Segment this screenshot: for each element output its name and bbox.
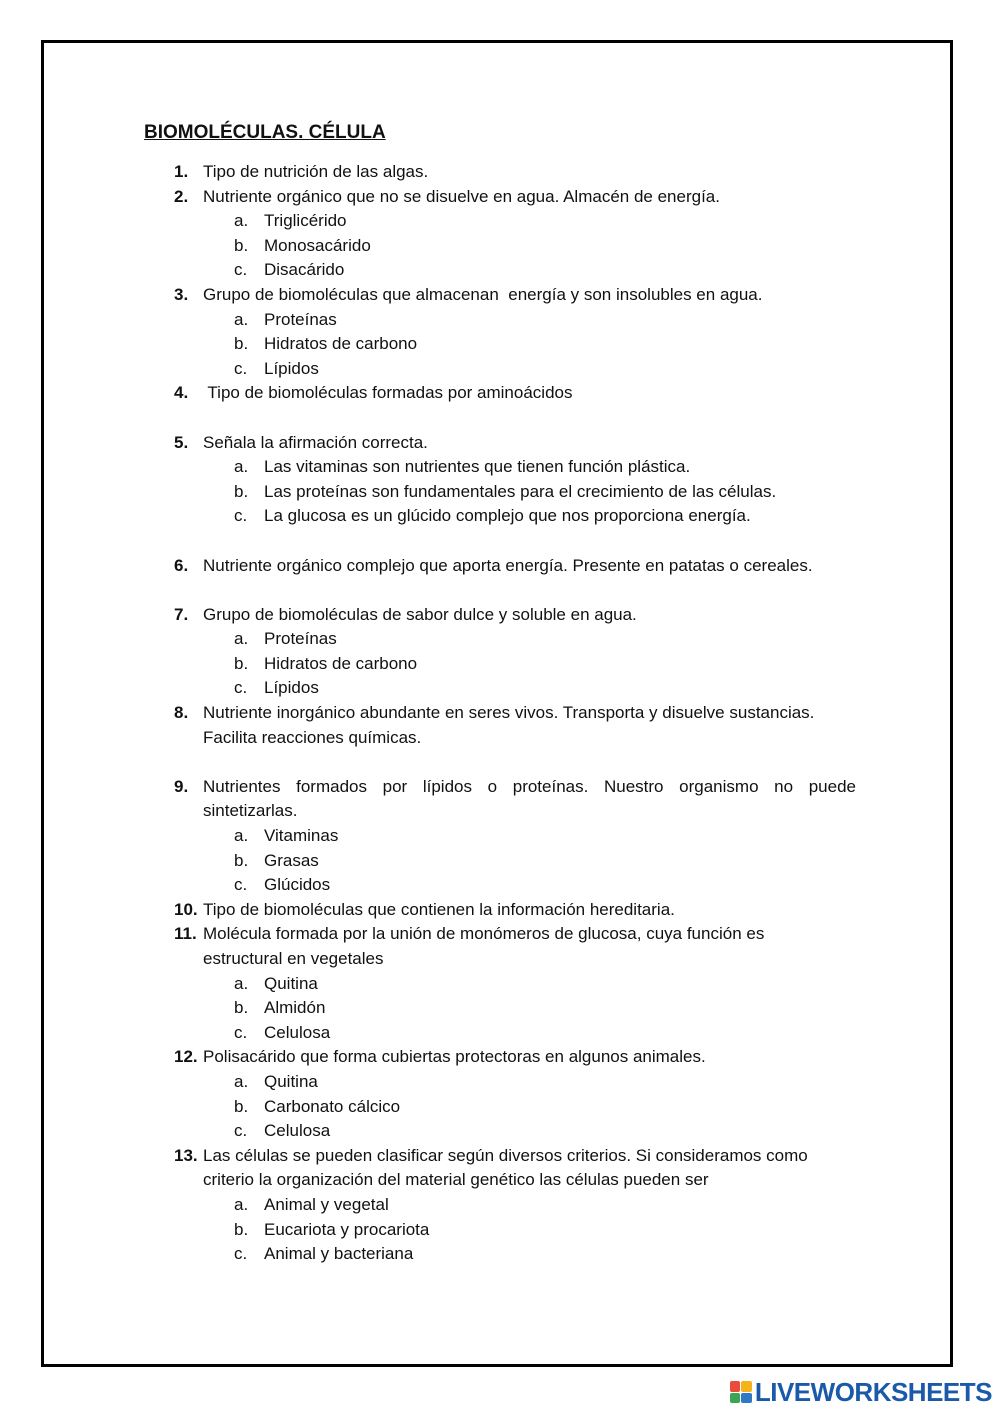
option-letter: a. bbox=[234, 457, 249, 477]
question-12 bbox=[144, 1045, 856, 1070]
option-b[interactable] bbox=[144, 849, 856, 874]
question-13 bbox=[144, 1144, 856, 1193]
option-letter: c. bbox=[234, 506, 248, 526]
question-7 bbox=[144, 603, 856, 628]
question-text: Grupo de biomoléculas de sabor dulce y soluble en agua. bbox=[203, 604, 637, 624]
brand-name: LIVEWORKSHEETS bbox=[754, 1376, 992, 1407]
liveworksheets-logo-icon bbox=[730, 1381, 752, 1403]
option-text: Hidratos de carbono bbox=[264, 653, 418, 673]
question-text: Señala la afirmación correcta. bbox=[203, 432, 428, 452]
question-number: 12. bbox=[174, 1047, 198, 1067]
option-a[interactable] bbox=[144, 209, 856, 234]
question-number: 10. bbox=[174, 899, 198, 919]
option-letter: b. bbox=[234, 481, 249, 501]
question-2 bbox=[144, 185, 856, 210]
question-number: 4. bbox=[174, 383, 189, 403]
question-number: 3. bbox=[174, 284, 189, 304]
options-list bbox=[144, 1070, 856, 1144]
options-list bbox=[144, 455, 856, 529]
option-text: Quitina bbox=[264, 1071, 318, 1091]
option-letter: b. bbox=[234, 998, 249, 1018]
question-3 bbox=[144, 283, 856, 308]
option-letter: c. bbox=[234, 260, 248, 280]
spacer bbox=[144, 578, 856, 603]
question-1 bbox=[144, 160, 856, 185]
option-a[interactable] bbox=[144, 972, 856, 997]
question-number: 13. bbox=[174, 1145, 198, 1165]
question-number: 2. bbox=[174, 186, 189, 206]
question-10 bbox=[144, 898, 856, 923]
option-letter: a. bbox=[234, 629, 249, 649]
question-9 bbox=[144, 775, 856, 824]
option-b[interactable] bbox=[144, 234, 856, 259]
option-text: Hidratos de carbono bbox=[264, 334, 418, 354]
option-b[interactable] bbox=[144, 480, 856, 505]
spacer bbox=[144, 750, 856, 775]
option-text: La glucosa es un glúcido complejo que nos proporciona energía. bbox=[264, 506, 751, 526]
question-text: Nutrientes formados por lípidos o proteínas. Nuestro organismo no puede sintetizarlas. bbox=[203, 776, 856, 821]
question-number: 1. bbox=[174, 162, 189, 181]
worksheet-content bbox=[144, 120, 856, 1267]
logo-square bbox=[730, 1381, 741, 1392]
option-letter: b. bbox=[234, 1096, 249, 1116]
option-a[interactable] bbox=[144, 824, 856, 849]
option-letter: a. bbox=[234, 1194, 249, 1214]
option-a[interactable] bbox=[144, 1193, 856, 1218]
question-text: Nutriente orgánico complejo que aporta energía. Presente en patatas o cereales. bbox=[203, 555, 813, 575]
option-letter: c. bbox=[234, 875, 248, 895]
question-text: Tipo de biomoléculas formadas por aminoácidos bbox=[203, 383, 573, 403]
option-text: Eucariota y procariota bbox=[264, 1219, 430, 1239]
question-number: 5. bbox=[174, 432, 189, 452]
options-list bbox=[144, 972, 856, 1046]
question-6 bbox=[144, 554, 856, 579]
question-8 bbox=[144, 701, 856, 750]
option-text: Disacárido bbox=[264, 260, 345, 280]
option-c[interactable] bbox=[144, 258, 856, 283]
logo-square bbox=[741, 1381, 752, 1392]
option-letter: c. bbox=[234, 1022, 248, 1042]
option-text: Animal y bacteriana bbox=[264, 1244, 414, 1264]
option-c[interactable] bbox=[144, 873, 856, 898]
option-letter: c. bbox=[234, 358, 248, 378]
option-a[interactable] bbox=[144, 455, 856, 480]
question-number: 9. bbox=[174, 776, 189, 796]
question-5 bbox=[144, 431, 856, 456]
option-a[interactable] bbox=[144, 308, 856, 333]
option-b[interactable] bbox=[144, 996, 856, 1021]
question-number: 7. bbox=[174, 604, 189, 624]
options-list bbox=[144, 627, 856, 701]
question-text: Tipo de biomoléculas que contienen la información hereditaria. bbox=[203, 899, 675, 919]
option-letter: a. bbox=[234, 973, 249, 993]
option-text: Animal y vegetal bbox=[264, 1194, 389, 1214]
option-text: Triglicérido bbox=[264, 211, 347, 231]
option-text: Vitaminas bbox=[264, 826, 339, 846]
option-text: Carbonato cálcico bbox=[264, 1096, 401, 1116]
question-text: Las células se pueden clasificar según diversos criterios. Si consideramos como criterio la organización del material genético las células pueden ser bbox=[203, 1145, 808, 1190]
spacer bbox=[144, 529, 856, 554]
liveworksheets-logo[interactable] bbox=[730, 1377, 992, 1407]
option-text: Almidón bbox=[264, 998, 326, 1018]
question-11 bbox=[144, 922, 856, 971]
question-text: Nutriente inorgánico abundante en seres vivos. Transporta y disuelve sustancias. Facilita reacciones químicas. bbox=[203, 703, 815, 747]
option-c[interactable] bbox=[144, 676, 856, 701]
option-letter: b. bbox=[234, 1219, 249, 1239]
question-text: Polisacárido que forma cubiertas protectoras en algunos animales. bbox=[203, 1047, 706, 1067]
option-c[interactable] bbox=[144, 1119, 856, 1144]
option-letter: a. bbox=[234, 211, 249, 231]
option-c[interactable] bbox=[144, 1021, 856, 1046]
question-text: Nutriente orgánico que no se disuelve en agua. Almacén de energía. bbox=[203, 186, 720, 206]
option-letter: c. bbox=[234, 1244, 248, 1264]
option-text: Celulosa bbox=[264, 1121, 331, 1141]
option-a[interactable] bbox=[144, 1070, 856, 1095]
option-text: Las vitaminas son nutrientes que tienen función plástica. bbox=[264, 457, 691, 477]
logo-square bbox=[730, 1393, 741, 1404]
question-text: Molécula formada por la unión de monómeros de glucosa, cuya función es estructural en vegetales bbox=[203, 924, 765, 968]
option-letter: b. bbox=[234, 653, 249, 673]
option-text: Grasas bbox=[264, 850, 319, 870]
option-text: Lípidos bbox=[264, 358, 319, 378]
question-number: 11. bbox=[174, 924, 197, 944]
logo-square bbox=[741, 1393, 752, 1404]
option-letter: b. bbox=[234, 334, 249, 354]
option-text: Proteínas bbox=[264, 309, 337, 329]
spacer bbox=[144, 406, 856, 431]
question-number: 6. bbox=[174, 555, 189, 575]
question-text: Grupo de biomoléculas que almacenan energía y son insolubles en agua. bbox=[203, 284, 763, 304]
option-c[interactable] bbox=[144, 504, 856, 529]
option-b[interactable] bbox=[144, 1218, 856, 1243]
question-4 bbox=[144, 381, 856, 406]
option-text: Monosacárido bbox=[264, 235, 371, 255]
option-text: Celulosa bbox=[264, 1022, 331, 1042]
option-text: Quitina bbox=[264, 973, 318, 993]
option-letter: b. bbox=[234, 850, 249, 870]
options-list bbox=[144, 824, 856, 898]
option-letter: a. bbox=[234, 309, 249, 329]
question-text: Tipo de nutrición de las algas. bbox=[203, 162, 429, 181]
option-b[interactable] bbox=[144, 652, 856, 677]
options-list bbox=[144, 308, 856, 382]
option-letter: c. bbox=[234, 678, 248, 698]
option-letter: a. bbox=[234, 826, 249, 846]
option-text: Las proteínas son fundamentales para el crecimiento de las células. bbox=[264, 481, 777, 501]
option-text: Glúcidos bbox=[264, 875, 331, 895]
option-b[interactable] bbox=[144, 1095, 856, 1120]
option-c[interactable] bbox=[144, 357, 856, 382]
option-c[interactable] bbox=[144, 1242, 856, 1267]
option-text: Lípidos bbox=[264, 678, 319, 698]
options-list bbox=[144, 1193, 856, 1267]
option-a[interactable] bbox=[144, 627, 856, 652]
option-b[interactable] bbox=[144, 332, 856, 357]
options-list bbox=[144, 209, 856, 283]
option-letter: c. bbox=[234, 1121, 248, 1141]
worksheet-title: BIOMOLÉCULAS. CÉLULA bbox=[144, 122, 386, 143]
question-number: 8. bbox=[174, 703, 189, 723]
option-text: Proteínas bbox=[264, 629, 337, 649]
option-letter: a. bbox=[234, 1071, 249, 1091]
option-letter: b. bbox=[234, 235, 249, 255]
